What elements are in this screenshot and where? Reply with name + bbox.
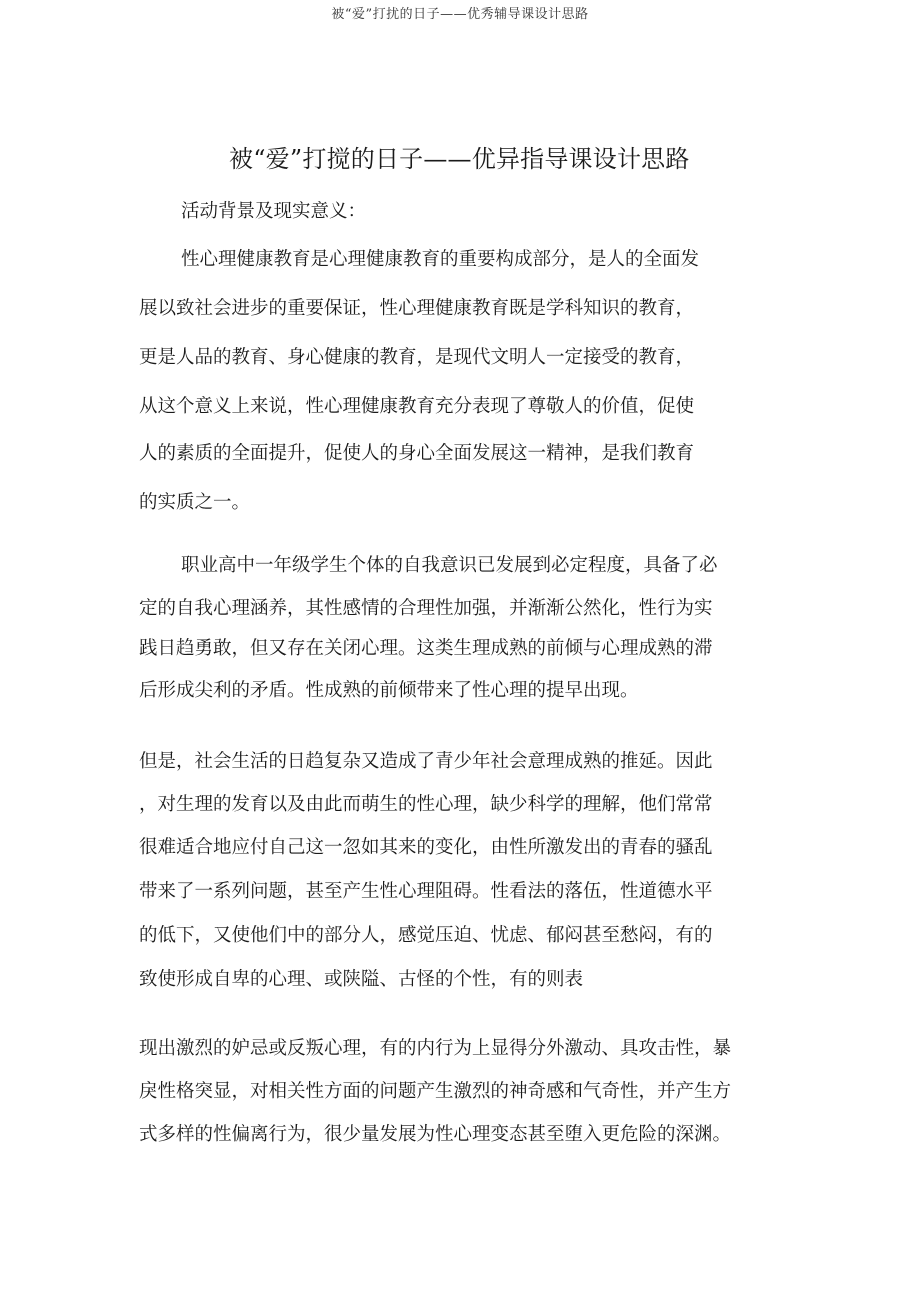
paragraph-4-line-2: 戾性格突显，对相关性方面的问题产生激烈的神奇感和气奇性，并产生方: [139, 1081, 732, 1102]
paragraph-1-line-5: 人的素质的全面提升，促使人的身心全面发展这一精神，是我们教育: [139, 443, 695, 464]
paragraph-1-line-1: 性心理健康教育是心理健康教育的重要构成部分，是人的全面发: [181, 249, 700, 270]
paragraph-3-line-2: ，对生理的发育以及由此而萌生的性心理，缺少科学的理解，他们常常: [139, 794, 713, 815]
section-heading: 活动背景及现实意义：: [181, 201, 367, 222]
running-header: 被“爱”打扰的日子——优秀辅导课设计思路: [331, 7, 589, 22]
paragraph-3-line-4: 带来了一系列问题，甚至产生性心理阻碍。性看法的落伍，性道德水平: [139, 881, 713, 902]
paragraph-2-line-3: 践日趋勇敢，但又存在关闭心理。这类生理成熟的前倾与心理成熟的滞: [139, 638, 713, 659]
paragraph-1-line-2: 展以致社会进步的重要保证，性心理健康教育既是学科知识的教育，: [139, 298, 695, 319]
paragraph-1-line-6: 的实质之一。: [139, 492, 251, 513]
paragraph-3-line-5: 的低下，又使他们中的部分人，感觉压迫、忧虑、郁闷甚至愁闷，有的: [139, 925, 713, 946]
document-title: 被“爱”打搅的日子——优异指导课设计思路: [229, 145, 690, 173]
paragraph-2-line-1: 职业高中一年级学生个体的自我意识已发展到必定程度，具备了必: [181, 555, 718, 576]
paragraph-3-line-6: 致使形成自卑的心理、或陕隘、古怪的个性，有的则表: [139, 969, 584, 990]
paragraph-3-line-3: 很难适合地应付自己这一忽如其来的变化，由性所激发出的青春的骚乱: [139, 837, 713, 858]
paragraph-4-line-3: 式多样的性偏离行为，很少量发展为性心理变态甚至堕入更危险的深渊。: [139, 1124, 732, 1145]
paragraph-2-line-4: 后形成尖利的矛盾。性成熟的前倾带来了性心理的提早出现。: [139, 680, 639, 701]
paragraph-3-line-1: 但是，社会生活的日趋复杂又造成了青少年社会意理成熟的推延。因此: [139, 751, 713, 772]
paragraph-2-line-2: 定的自我心理涵养，其性感情的合理性加强，并渐渐公然化，性行为实: [139, 598, 713, 619]
paragraph-1-line-3: 更是人品的教育、身心健康的教育，是现代文明人一定接受的教育，: [139, 347, 695, 368]
paragraph-4-line-1: 现出激烈的妒忌或反叛心理，有的内行为上显得分外激动、具攻击性，暴: [139, 1038, 732, 1059]
paragraph-1-line-4: 从这个意义上来说，性心理健康教育充分表现了尊敬人的价值，促使: [139, 396, 695, 417]
